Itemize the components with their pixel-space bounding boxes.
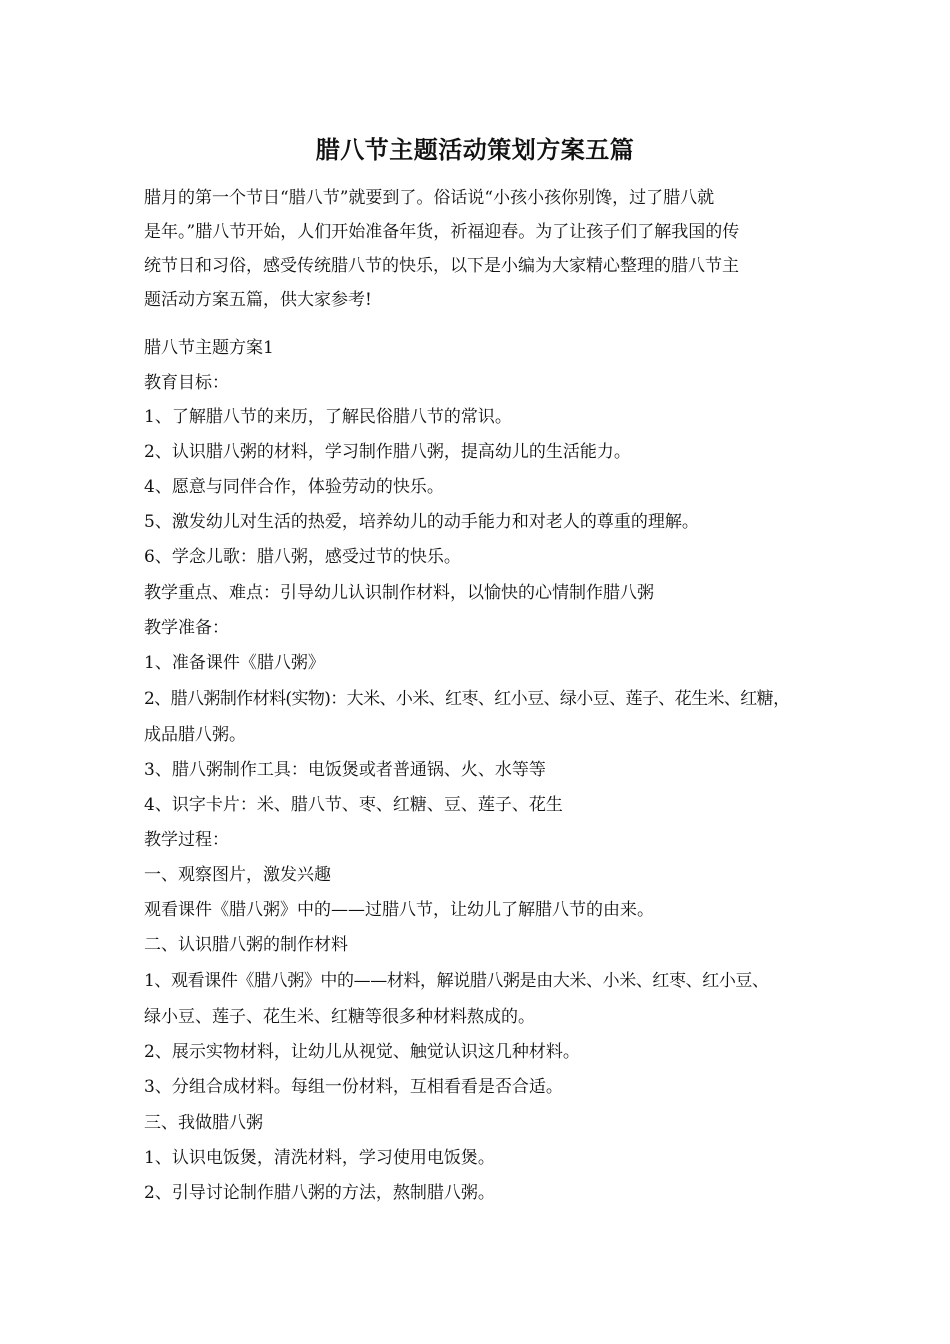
step-heading: 二、认识腊八粥的制作材料 <box>144 935 348 955</box>
list-item: 4、愿意与同伴合作，体验劳动的快乐。 <box>144 477 444 497</box>
step-heading: 三、我做腊八粥 <box>144 1113 263 1133</box>
list-item: 2、腊八粥制作材料(实物)：大米、小米、红枣、红小豆、绿小豆、莲子、花生米、红糖， <box>144 689 790 709</box>
subheading: 教学准备： <box>144 618 229 638</box>
list-item: 3、腊八粥制作工具：电饭煲或者普通锅、火、水等等 <box>144 760 546 780</box>
intro-line: 是年。”腊八节开始，人们开始准备年货，祈福迎春。为了让孩子们了解我国的传 <box>144 222 740 242</box>
intro-paragraph <box>144 181 824 317</box>
intro-line: 题活动方案五篇，供大家参考! <box>144 290 372 310</box>
step-heading: 一、观察图片，激发兴趣 <box>144 865 331 885</box>
list-item: 2、引导讨论制作腊八粥的方法，熬制腊八粥。 <box>144 1183 495 1203</box>
list-item: 1、准备课件《腊八粥》 <box>144 653 325 673</box>
list-item: 6、学念儿歌：腊八粥，感受过节的快乐。 <box>144 547 461 567</box>
list-item: 5、激发幼儿对生活的热爱，培养幼儿的动手能力和对老人的尊重的理解。 <box>144 512 699 532</box>
document-title: 腊八节主题活动策划方案五篇 <box>315 135 635 164</box>
list-item: 3、分组合成材料。每组一份材料，互相看看是否合适。 <box>144 1077 563 1097</box>
text-line: 观看课件《腊八粥》中的——过腊八节，让幼儿了解腊八节的由来。 <box>144 900 654 920</box>
text-line: 教学重点、难点：引导幼儿认识制作材料，以愉快的心情制作腊八粥 <box>144 583 654 603</box>
list-item: 1、认识电饭煲，清洗材料，学习使用电饭煲。 <box>144 1148 495 1168</box>
subheading: 教学过程： <box>144 830 229 850</box>
intro-line: 统节日和习俗，感受传统腊八节的快乐，以下是小编为大家精心整理的腊八节主 <box>144 256 739 276</box>
list-item: 1、了解腊八节的来历，了解民俗腊八节的常识。 <box>144 407 512 427</box>
subheading: 教育目标： <box>144 373 229 393</box>
list-item: 4、识字卡片：米、腊八节、枣、红糖、豆、莲子、花生 <box>144 795 563 815</box>
list-item: 2、展示实物材料，让幼儿从视觉、触觉认识这几种材料。 <box>144 1042 580 1062</box>
text-line: 成品腊八粥。 <box>144 725 246 745</box>
intro-line: 腊月的第一个节日“腊八节”就要到了。俗话说“小孩小孩你别馋，过了腊八就 <box>144 188 715 208</box>
list-item: 2、认识腊八粥的材料，学习制作腊八粥，提高幼儿的生活能力。 <box>144 442 631 462</box>
text-line: 绿小豆、莲子、花生米、红糖等很多种材料熬成的。 <box>144 1007 535 1027</box>
list-item: 1、观看课件《腊八粥》中的——材料，解说腊八粥是由大米、小米、红枣、红小豆、 <box>144 971 769 991</box>
section-heading: 腊八节主题方案1 <box>144 338 274 358</box>
